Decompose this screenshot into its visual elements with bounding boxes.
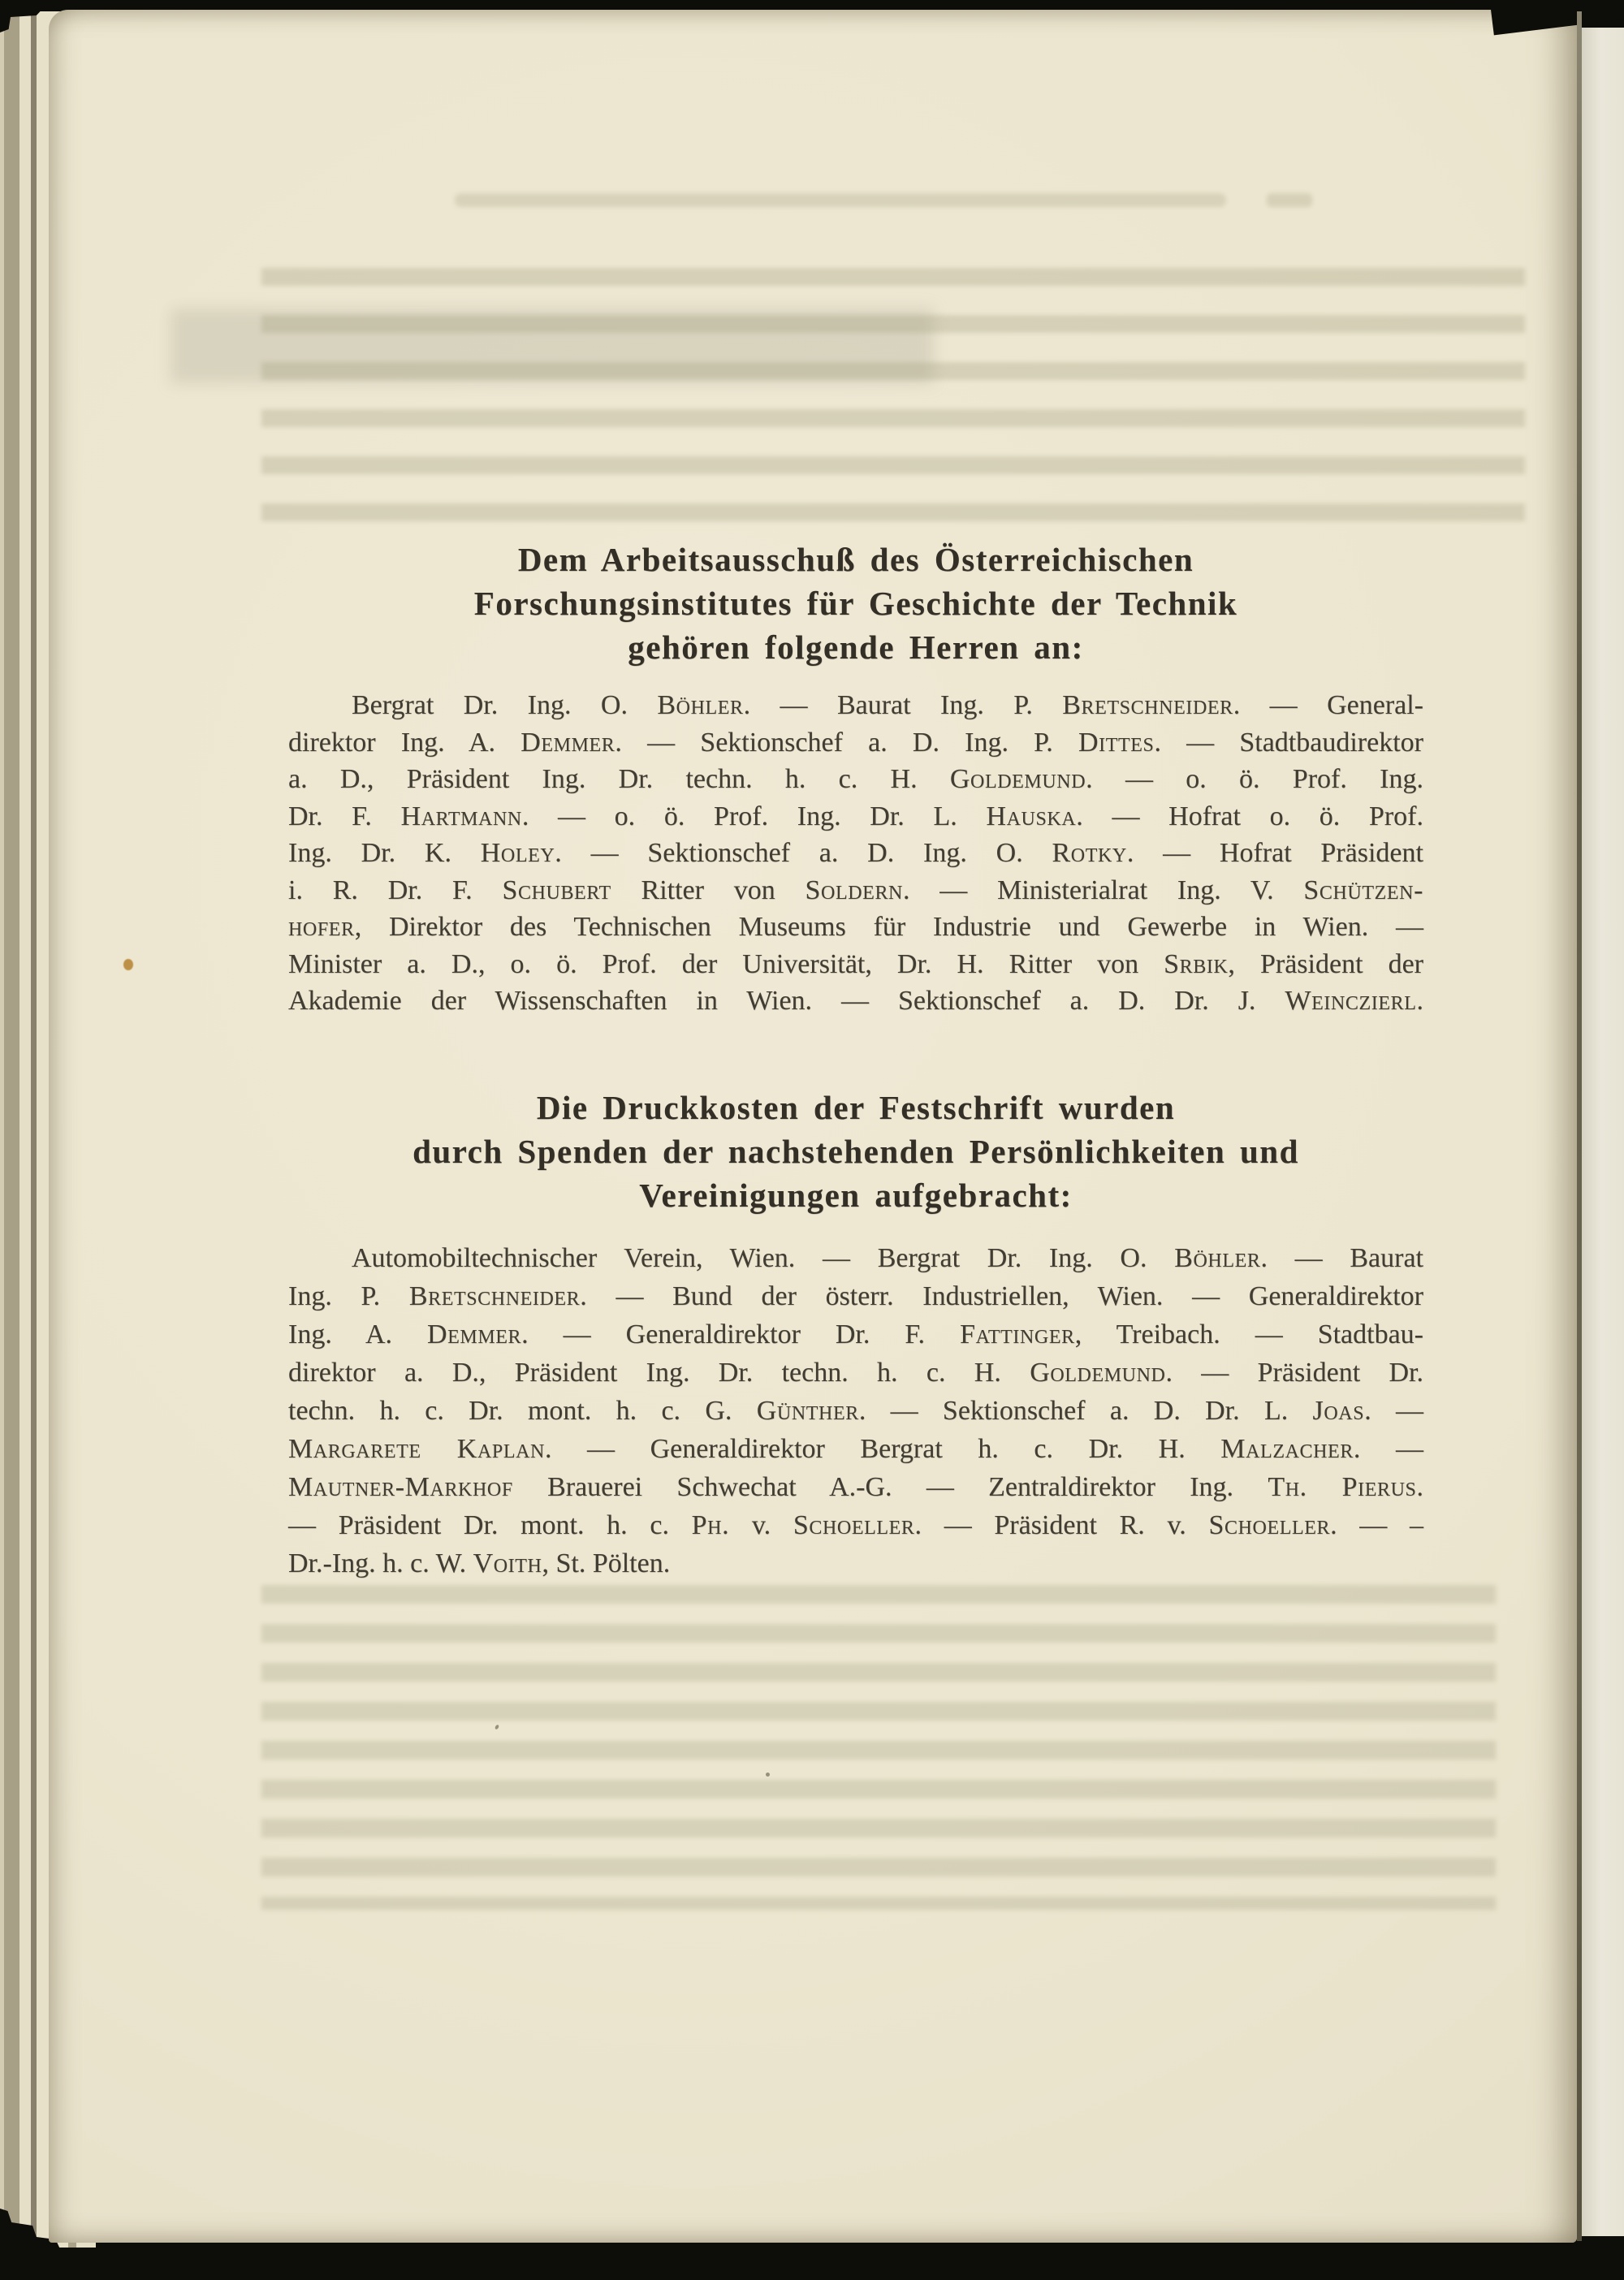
ink-speck xyxy=(766,1773,770,1777)
text-line: hofer, Direktor des Technischen Museums für Industrie und Gewerbe in Wien. — xyxy=(288,912,1423,942)
text-line: i. R. Dr. F. Schubert Ritter von Soldern. — Ministerialrat Ing. V. Schützen- xyxy=(288,874,1423,905)
text-line: Akademie der Wissenschaften in Wien. — Sektionschef a. D. Dr. J. Weinczierl. xyxy=(288,986,1423,1016)
committee-member-list xyxy=(288,687,1423,1020)
text-line: Margarete Kaplan. — Generaldirektor Bergrat h. c. Dr. H. Malzacher. — xyxy=(288,1434,1423,1464)
text-line: Dem Arbeitsausschuß des Österreichischen xyxy=(517,541,1194,578)
adjacent-page-edge xyxy=(1582,28,1624,2236)
committee-heading xyxy=(288,538,1423,669)
text-line: direktor Ing. A. Demmer. — Sektionschef a. D. Ing. P. Dittes. — Stadtbaudirektor xyxy=(288,727,1423,758)
text-line: Forschungsinstitutes für Geschichte der Technik xyxy=(473,585,1238,622)
text-line: Minister a. D., o. ö. Prof. der Universität, Dr. H. Ritter von Srbik, Präsident der xyxy=(288,948,1424,979)
text-line: Ing. A. Demmer. — Generaldirektor Dr. F. Fattinger, Treibach. — Stadtbau- xyxy=(288,1319,1423,1349)
text-line: a. D., Präsident Ing. Dr. techn. h. c. H. Goldemund. — o. ö. Prof. Ing. xyxy=(288,764,1423,794)
text-line: Bergrat Dr. Ing. O. Böhler. — Baurat Ing. P. Bretschneider. — General- xyxy=(352,690,1424,720)
text-line: Ing. P. Bretschneider. — Bund der österr. Industriellen, Wien. — Generaldirektor xyxy=(288,1281,1423,1311)
text-line: Vereinigungen aufgebracht: xyxy=(639,1177,1073,1214)
text-line: Die Druckkosten der Festschrift wurden xyxy=(536,1089,1176,1126)
text-line: Dr. F. Hartmann. — o. ö. Prof. Ing. Dr. L. Hauska. — Hofrat o. ö. Prof. xyxy=(288,801,1423,831)
text-line: Dr.-Ing. h. c. W. Voith, St. Pölten. xyxy=(288,1548,671,1578)
text-line: Automobiltechnischer Verein, Wien. — Bergrat Dr. Ing. O. Böhler. — Baurat xyxy=(352,1243,1423,1273)
donors-heading xyxy=(288,1086,1423,1217)
text-line: techn. h. c. Dr. mont. h. c. G. Günther. — Sektionschef a. D. Dr. L. Joas. — xyxy=(288,1396,1423,1426)
text-line: gehören folgende Herren an: xyxy=(628,628,1084,666)
text-line: Ing. Dr. K. Holey. — Sektionschef a. D. Ing. O. Rotky. — Hofrat Präsident xyxy=(288,838,1423,868)
text-line: — Präsident Dr. mont. h. c. Ph. v. Schoeller. — Präsident R. v. Schoeller. — – xyxy=(288,1510,1423,1540)
text-line: durch Spenden der nachstehenden Persönlichkeiten und xyxy=(412,1133,1299,1170)
foxing-spot xyxy=(123,959,133,970)
text-line: Mautner-Markhof Brauerei Schwechat A.-G. — Zentraldirektor Ing. Th. Pierus. xyxy=(288,1472,1423,1502)
text-line: direktor a. D., Präsident Ing. Dr. techn. h. c. H. Goldemund. — Präsident Dr. xyxy=(288,1358,1423,1388)
donors-list xyxy=(288,1239,1423,1583)
